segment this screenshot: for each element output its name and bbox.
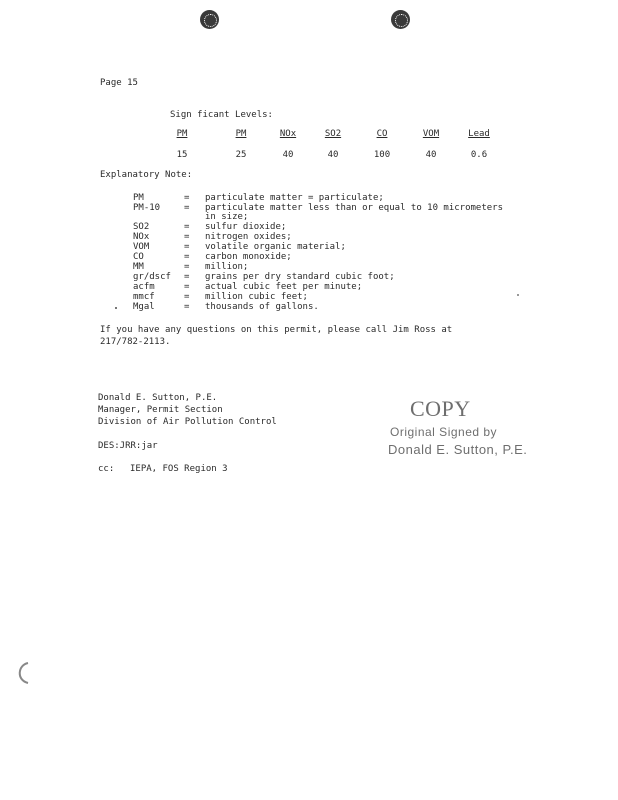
- levels-header-lead: Lead: [468, 129, 490, 139]
- explanatory-equals: =: [184, 193, 190, 203]
- explanatory-definition: volatile organic material;: [205, 242, 346, 252]
- copy-stamp: [388, 396, 528, 464]
- explanatory-abbr: mmcf: [133, 292, 155, 302]
- explanatory-equals: =: [184, 222, 190, 232]
- levels-header-co: CO: [376, 129, 388, 139]
- signer-name: Donald E. Sutton, P.E.: [98, 393, 218, 403]
- explanatory-definition: carbon monoxide;: [205, 252, 292, 262]
- explanatory-abbr: PM-10: [133, 203, 161, 213]
- levels-value: 15: [176, 150, 188, 160]
- explanatory-abbr: SO2: [133, 222, 150, 232]
- explanatory-abbr: gr/dscf: [133, 272, 171, 282]
- signer-title: Manager, Permit Section: [98, 405, 223, 415]
- explanatory-definition: million;: [205, 262, 249, 272]
- levels-value: 40: [282, 150, 294, 160]
- explanatory-abbr: MM: [133, 262, 144, 272]
- levels-value: 40: [327, 150, 339, 160]
- explanatory-abbr: acfm: [133, 282, 155, 292]
- explanatory-equals: =: [184, 252, 190, 262]
- stamp-signer: Donald E. Sutton, P.E.: [388, 442, 528, 457]
- contact-line-1: If you have any questions on this permit, please call Jim Ross at: [100, 325, 453, 335]
- levels-header-so2: SO2: [324, 129, 342, 139]
- explanatory-definition: thousands of gallons.: [205, 302, 319, 312]
- explanatory-definition: nitrogen oxides;: [205, 232, 292, 242]
- explanatory-definition: particulate matter = particulate;: [205, 193, 384, 203]
- explanatory-definition: grains per dry standard cubic foot;: [205, 272, 395, 282]
- explanatory-definition: sulfur dioxide;: [205, 222, 287, 232]
- explanatory-equals: =: [184, 272, 190, 282]
- levels-value: 25: [235, 150, 247, 160]
- explanatory-abbr: PM: [133, 193, 144, 203]
- explanatory-definition: in size;: [205, 212, 249, 222]
- levels-header-vom: VOM: [422, 129, 440, 139]
- explanatory-equals: =: [184, 203, 190, 213]
- explanatory-abbr: VOM: [133, 242, 150, 252]
- levels-value: 0.6: [470, 150, 488, 160]
- explanatory-definition: particulate matter less than or equal to 10 micrometers: [205, 203, 504, 213]
- levels-header-nox: NOx: [279, 129, 297, 139]
- explanatory-equals: =: [184, 282, 190, 292]
- explanatory-equals: =: [184, 292, 190, 302]
- levels-value: 40: [425, 150, 437, 160]
- explanatory-abbr: NOx: [133, 232, 150, 242]
- signer-division: Division of Air Pollution Control: [98, 417, 277, 427]
- stamp-copy-word: COPY: [410, 396, 471, 421]
- speck-mark-icon: [115, 307, 117, 309]
- speck-mark-icon: [517, 294, 519, 296]
- seal-left-icon: [200, 10, 219, 29]
- initials-line: DES:JRR:jar: [98, 441, 158, 451]
- levels-header-pm: PM: [235, 129, 247, 139]
- stamp-original-signed: Original Signed by: [390, 425, 498, 439]
- explanatory-equals: =: [184, 242, 190, 252]
- explanatory-abbr: CO: [133, 252, 144, 262]
- contact-line-2: 217/782-2113.: [100, 337, 171, 347]
- levels-header-pm: PM: [176, 129, 188, 139]
- explanatory-equals: =: [184, 232, 190, 242]
- explanatory-heading: Explanatory Note:: [100, 170, 193, 180]
- seal-right-icon: [391, 10, 410, 29]
- cc-label: cc:: [98, 464, 115, 474]
- explanatory-definition: actual cubic feet per minute;: [205, 282, 363, 292]
- explanatory-equals: =: [184, 262, 190, 272]
- explanatory-abbr: Mgal: [133, 302, 155, 312]
- explanatory-definition: million cubic feet;: [205, 292, 308, 302]
- binding-hole-mark-icon: [14, 660, 34, 686]
- cc-value: IEPA, FOS Region 3: [130, 464, 228, 474]
- explanatory-equals: =: [184, 302, 190, 312]
- significant-levels-heading: Sign ficant Levels:: [170, 110, 273, 120]
- page-label: Page 15: [100, 78, 138, 88]
- levels-value: 100: [373, 150, 391, 160]
